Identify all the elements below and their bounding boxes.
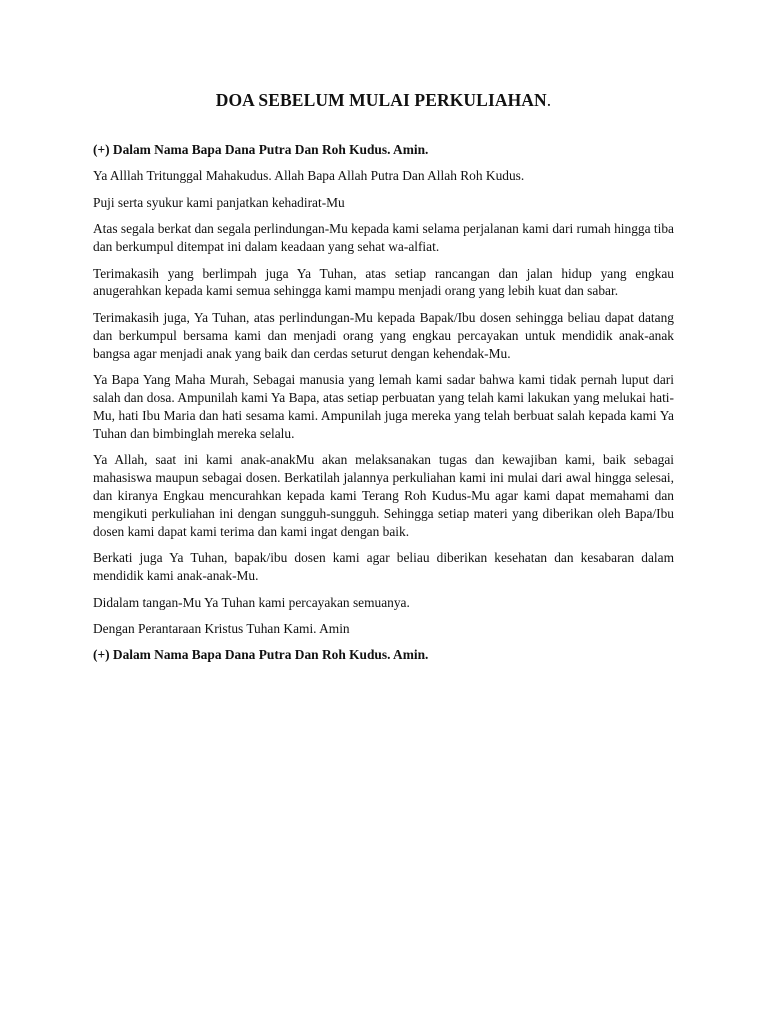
document-page xyxy=(93,0,674,673)
paragraph-entrust: Didalam tangan-Mu Ya Tuhan kami percayakan semuanya. xyxy=(93,594,410,610)
paragraph-invocation: Ya Alllah Tritunggal Mahakudus. Allah Bapa Allah Putra Dan Allah Roh Kudus. xyxy=(93,168,525,184)
opening-sign-of-cross: (+) Dalam Nama Bapa Dana Putra Dan Roh Kudus. Amin. xyxy=(93,142,429,157)
paragraph-closing: Dengan Perantaraan Kristus Tuhan Kami. Amin xyxy=(93,620,350,636)
paragraph-forgiveness: Ya Bapa Yang Maha Murah, Sebagai manusia yang lemah kami sadar bahwa kami tidak pernah luput dari salah dan dosa. Ampunilah kami Ya Bapa, atas setiap perbuatan yang telah kami lakukan yang melukai hati-Mu, hati Ibu Maria dan hati sesama kami. Ampunilah juga mereka yang telah berbuat salah kepada kami Ya Tuhan dan bimbinglah mereka selalu. xyxy=(93,372,674,441)
paragraph-blessing: Atas segala berkat dan segala perlindungan-Mu kepada kami selama perjalanan kami dari rumah hingga tiba dan berkumpul ditempat ini dalam keadaan yang sehat wa-alfiat. xyxy=(93,221,674,255)
paragraph-bless-lecturer: Berkati juga Ya Tuhan, bapak/ibu dosen kami agar beliau diberikan kesehatan dan kesabaran dalam mendidik kami anak-anak-Mu. xyxy=(93,550,674,584)
closing-sign-of-cross: (+) Dalam Nama Bapa Dana Putra Dan Roh Kudus. Amin. xyxy=(93,647,429,663)
paragraph-thanks-life: Terimakasih yang berlimpah juga Ya Tuhan, atas setiap rancangan dan jalan hidup yang engkau anugerahkan kepada kami semua sehingga kami mampu menjadi orang yang lebih kuat dan sabar. xyxy=(93,265,674,299)
document-body xyxy=(93,141,674,664)
document-title-text: DOA SEBELUM MULAI PERKULIAHAN xyxy=(215,90,547,110)
paragraph-praise: Puji serta syukur kami panjatkan kehadirat-Mu xyxy=(93,194,345,210)
paragraph-lecture-request: Ya Allah, saat ini kami anak-anakMu akan melaksanakan tugas dan kewajiban kami, baik sebagai mahasiswa maupun sebagai dosen. Berkatilah jalannya perkuliahan kami ini mulai dari awal hingga selesai, dan kiranya Engkau mencurahkan kepada kami Terang Roh Kudus-Mu agar kami dapat memahami dan mengikuti perkuliahan ini dengan sungguh-sungguh. Sehingga setiap materi yang diberikan oleh Bapa/Ibu dosen kami dapat kami terima dan kami ingat dengan baik. xyxy=(93,452,674,539)
document-title xyxy=(93,89,674,111)
document-title-period: . xyxy=(546,90,552,110)
paragraph-thanks-lecturer: Terimakasih juga, Ya Tuhan, atas perlindungan-Mu kepada Bapak/Ibu dosen sehingga beliau dapat datang dan berkumpul bersama kami dan menjadi orang yang engkau percayakan untuk mendidik anak-anak bangsa agar menjadi anak yang baik dan cerdas seturut dengan kehendak-Mu. xyxy=(93,309,674,361)
